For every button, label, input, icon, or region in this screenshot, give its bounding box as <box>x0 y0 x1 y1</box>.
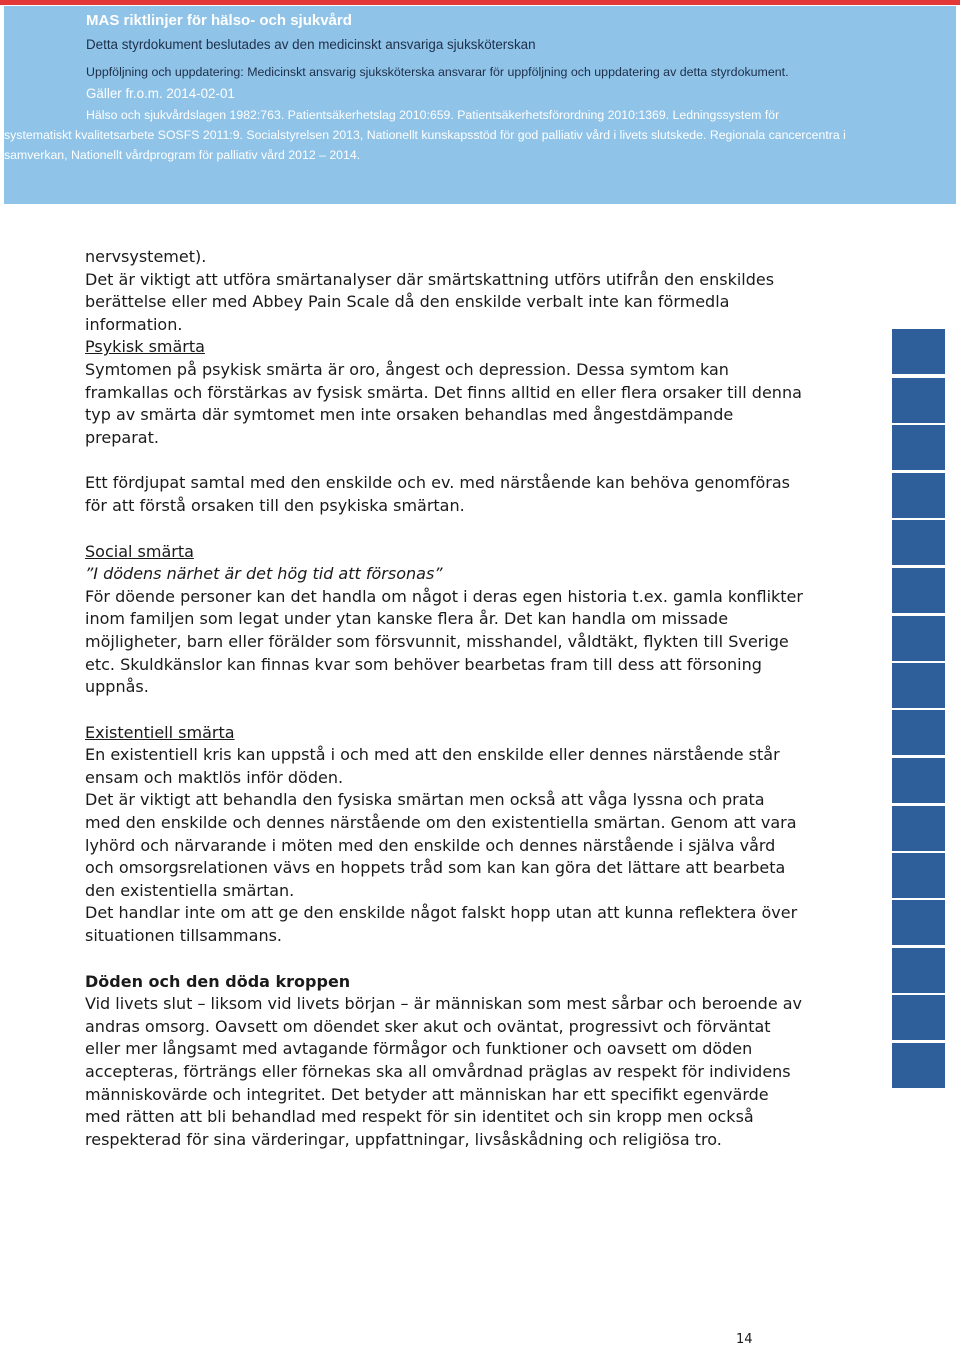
paragraph-fordjupat-samtal: Ett fördjupat samtal med den enskilde och ev. med närstående kan behöva genomföras för att förstå orsaken till den psykiska smärtan. <box>85 473 791 515</box>
paragraph-spacer <box>85 948 805 971</box>
document-body <box>85 246 805 1151</box>
header-laws-line-3: samverkan, Nationellt vårdprogram för palliativ vård 2012 – 2014. <box>4 148 361 162</box>
heading-psykisk-smarta: Psykisk smärta <box>85 337 205 357</box>
heading-existentiell-smarta: Existentiell smärta <box>85 722 235 742</box>
side-decoration-block <box>892 616 945 661</box>
paragraph-social-smarta: För döende personer kan det handla om något i deras egen historia t.ex. gamla konflikter inom familjen som legat under ytan kanske flera år. Det kan handla om missade möjligheter, barn eller förälder som försvunnit, misshandel, våldtäkt, flykten till Sverige etc. Skuldkänslor kan finnas kvar som behöver bearbetas fram till dess att försoning uppnås. <box>85 586 803 697</box>
side-decoration-block <box>892 1043 945 1088</box>
side-decoration-block <box>892 995 945 1040</box>
paragraph-psykisk-smarta: Symtomen på psykisk smärta är oro, ångest och depression. Dessa symtom kan framkallas och förstärkas av fysisk smärta. Det finns alltid en eller flera orsaker till denna typ av smärta där symtomet men inte orsaken behandlas med ångestdämpande preparat. <box>85 359 802 447</box>
paragraph-existentiell-kris: En existentiell kris kan uppstå i och med att den enskilde eller dennes närstående står ensam och maktlös inför döden. <box>85 745 780 787</box>
side-decoration-block <box>892 329 945 374</box>
side-decoration-block <box>892 425 945 470</box>
header-laws-line-1: Hälso och sjukvårdslagen 1982:763. Patientsäkerhetslag 2010:659. Patientsäkerhetsförordning 2010:1369. Ledningssystem för <box>86 108 780 122</box>
side-decoration-block <box>892 758 945 803</box>
side-decoration-block <box>892 806 945 851</box>
document-header <box>4 6 956 204</box>
side-decoration-block <box>892 853 945 898</box>
heading-social-smarta: Social smärta <box>85 541 194 561</box>
paragraph-doden-och-kroppen: Vid livets slut – liksom vid livets början – är människan som mest sårbar och beroende av andras omsorg. Oavsett om döendet sker akut och oväntat, progressivt och förväntat eller mer långsamt med avtagande förmågor och funktioner och oavsett om döden accepteras, förträngs eller förnekas ska all omvårdnad präglas av respekt för individens människovärde och integritet. Det betyder att människan har ett specifikt egenvärde med rätten att bli behandlad med respekt för sin identitet och sin kropp men också respekterad för sina värderingar, uppfattningar, livsåskådning och religiösa tro. <box>85 994 803 1149</box>
side-decoration-block <box>892 900 945 945</box>
header-title: MAS riktlinjer för hälso- och sjukvård <box>86 12 352 29</box>
paragraph-nervsystemet: nervsystemet). <box>85 247 207 266</box>
paragraph-spacer <box>85 699 805 722</box>
paragraph-spacer <box>85 518 805 541</box>
social-quote: ”I dödens närhet är det hög tid att försonas” <box>85 564 443 584</box>
heading-doden-och-kroppen: Döden och den döda kroppen <box>85 971 351 991</box>
header-followup-text: Uppföljning och uppdatering: Medicinskt ansvarig sjuksköterska ansvarar för uppföljning och uppdatering av detta styrdokument. <box>86 65 789 79</box>
header-laws-line-2: systematiskt kvalitetsarbete SOSFS 2011:9. Socialstyrelsen 2013, Nationellt kunskapsstöd för god palliativ vård i livets slutskede. Regionala cancercentra i <box>4 128 846 142</box>
paragraph-spacer <box>85 449 805 472</box>
side-decoration-block <box>892 663 945 708</box>
header-top-line <box>0 0 960 5</box>
side-decoration-block <box>892 568 945 613</box>
side-decoration-block <box>892 473 945 518</box>
paragraph-falskt-hopp: Det handlar inte om att ge den enskilde något falskt hopp utan att kunna reflektera över situationen tillsammans. <box>85 903 798 946</box>
side-decoration-block <box>892 378 945 423</box>
header-valid-from: Gäller fr.o.m. 2014-02-01 <box>86 86 235 101</box>
header-decided-text: Detta styrdokument beslutades av den medicinskt ansvariga sjuksköterskan <box>86 37 536 52</box>
side-decoration-block <box>892 710 945 755</box>
side-decoration-block <box>892 520 945 565</box>
paragraph-smartanalys: Det är viktigt att utföra smärtanalyser där smärtskattning utförs utifrån den enskildes berättelse eller med Abbey Pain Scale då den enskilde verbalt inte kan förmedla information. <box>85 269 775 334</box>
page-number: 14 <box>736 1332 753 1347</box>
paragraph-behandla-smartan: Det är viktigt att behandla den fysiska smärtan men också att våga lyssna och prata med den enskilde och dennes närstående om den existentiella smärtan. Genom att vara lyhörd och närvarande i möten med den enskilde och dennes närstående i själva vård och omsorgsrelationen vävs en hoppets tråd som kan kan göra det lättare att bearbeta den existentiella smärtan. <box>85 790 797 900</box>
side-decoration-block <box>892 948 945 993</box>
